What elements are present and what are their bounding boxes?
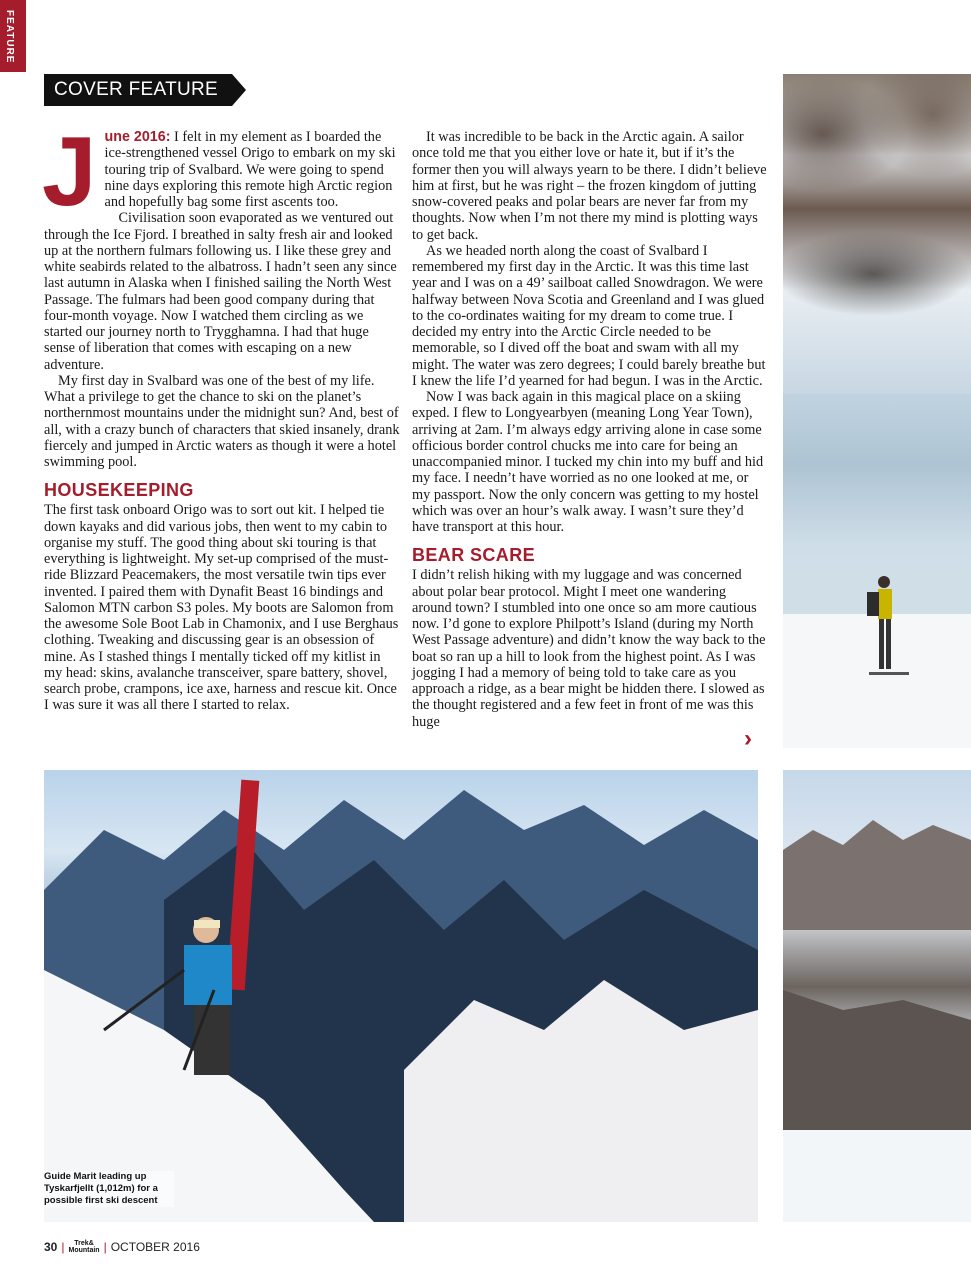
section-label: COVER FEATURE — [44, 74, 232, 106]
drop-cap: J — [42, 116, 97, 226]
footer-separator: | — [61, 1240, 65, 1254]
photo-caption: Guide Marit leading up Tyskarfjellt (1,012m) for a possible first ski descent — [44, 1171, 174, 1207]
paragraph: My first day in Svalbard was one of the best of my life. What a privilege to get the chance to ski on the planet’s northernmost mountains under the midnight sun? And, best of all, with a crazy bunch of characters that skied insanely, drank fiercely and jumped in Arctic waters as though it were a hotel swimming pool. — [44, 372, 400, 470]
article-column-left — [42, 116, 400, 714]
paragraph-intro — [42, 116, 400, 226]
paragraph: I didn’t relish hiking with my luggage and was concerned about polar bear protocol. Might I meet one wandering around town? I stumbled into one once so am more cautious now. I’d gone to explore Philpott’s Island (during my North West Passage adventure) and didn’t know the way back to the boat so ran up a hill to look from the highest point. As I was jogging I had a memory of being told to take care as you approach a ridge, as a bear might be hidden there. I slowed as the thought registered and a few feet in front of me was this huge — [412, 567, 766, 730]
page-footer — [44, 1240, 200, 1254]
banner-arrow-tip — [232, 74, 246, 106]
paragraph: Civilisation soon evaporated as we ventured out through the Ice Fjord. I breathed in salty fresh air and looked up at the northern fulmars following us. I like these grey and white seabirds related to the albatross. I hadn’t seen any since last autumn in Alaska when I finished sailing the North West Passage. The fulmars had been good company during that four-month voyage. Now I watched them circling as we started our journey north to Trygghamna. I had that huge sense of liberation that comes with escaping on a new adventure. — [44, 210, 397, 373]
lead-in: une 2016: — [104, 129, 171, 145]
photo-glacier-skier — [783, 74, 971, 748]
paragraph: Now I was back again in this magical place on a skiing exped. I flew to Longyearbyen (meaning Long Year Town), arriving at 2am. I’m always edgy arriving alone in case some officious border control chucks me into care for being an unaccompanied minor. I tucked my chin into my buff and hid my face. I needn’t have worried as no one looked at me, or my passport. Now the only concern was getting to my hostel which was over an hour’s walk away. I wasn’t sure they’d have transport at this hour. — [412, 389, 764, 535]
section-banner — [44, 74, 246, 106]
feature-side-tab-label: FEATURE — [4, 10, 15, 64]
logo-line-1: Trek& — [74, 1240, 94, 1247]
skier-figure-icon — [783, 74, 971, 748]
feature-side-tab — [0, 0, 26, 72]
footer-separator: | — [103, 1240, 107, 1254]
magazine-logo — [68, 1240, 99, 1254]
mountain-landscape-icon — [44, 770, 758, 1222]
article-column-right — [412, 129, 768, 730]
glacier-landscape-icon — [783, 770, 971, 1222]
continue-arrow-icon[interactable]: › — [744, 725, 752, 752]
paragraph: The first task onboard Origo was to sort out kit. I helped tie down kayaks and did various jobs, then went to my cabin to organise my stuff. The good thing about ski touring is that everything is lightweight. My set-up comprised of the must-ride Blizzard Peacemakers, the most versatile twin tips ever invented. I paired them with Dynafit Beast 16 bindings and Salomon MTN carbon S3 poles. My boots are Salomon from the awesome Sole Boot Lab in Chamonix, and I use Berghaus clothing. Tweaking and discussing gear is an obsession of mine. As I stashed things I mentally ticked off my kitlist in my head: skins, avalanche transceiver, spare battery, shovel, search probe, crampons, ice axe, harness and rescue kit. Once I was sure it was all there I started to relax. — [44, 502, 399, 714]
subheading-housekeeping: HOUSEKEEPING — [44, 480, 194, 501]
issue-date: OCTOBER 2016 — [110, 1240, 200, 1254]
page-number: 30 — [44, 1240, 58, 1254]
paragraph: It was incredible to be back in the Arctic again. A sailor once told me that you either love or hate it, but if it’s the former then you will always yearn to be there. I didn’t believe him at first, but he was right – the frozen kingdom of jutting snow-covered peaks and polar bears are never far from my thoughts. Now when I’m not there my mind is plotting ways to get back. — [412, 129, 767, 243]
subheading-bear-scare: BEAR SCARE — [412, 545, 536, 566]
photo-glacier-valley — [783, 770, 971, 1222]
logo-line-2: Mountain — [68, 1247, 100, 1254]
paragraph: As we headed north along the coast of Svalbard I remembered my first day in the Arctic. It was this time last year and I was on a 49’ sailboat called Snowdragon. We were halfway between Nova Scotia and Greenland and I was glued to the co-ordinates waiting for my dream to come true. I decided my entry into the Arctic Circle needed to be memorable, so I dived off the boat and swam with all my might. The water was zero degrees; I could barely breathe but I knew the life I’d yearned for had begun. I was in the Arctic. — [412, 242, 766, 389]
photo-mountain-climber — [44, 770, 758, 1222]
intro-text: I felt in my element as I boarded the ice-strengthened vessel Origo to embark on my ski touring trip of Svalbard. We were going to spend nine days exploring this remote high Arctic region and hopefully bag some first ascents too. — [104, 129, 396, 210]
